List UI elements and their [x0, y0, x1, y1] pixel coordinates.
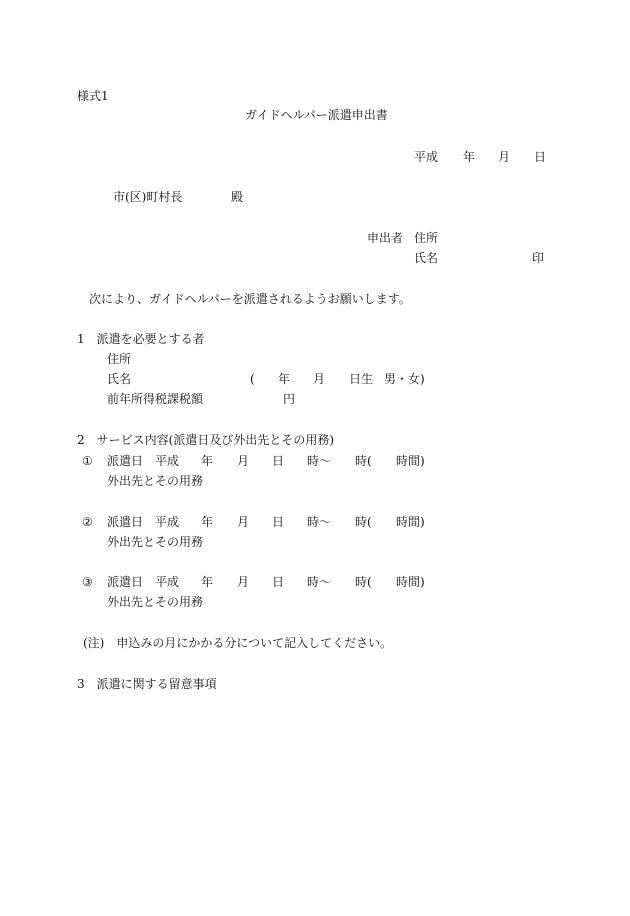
form-number: 様式1	[77, 89, 109, 103]
entry-day-label: 日	[272, 575, 285, 589]
entry-year-label: 年	[201, 454, 214, 468]
entry-marker: ③	[82, 575, 93, 589]
tax-label: 前年所得税課税額	[107, 392, 204, 406]
entry-hours-label: 時間)	[396, 454, 425, 468]
date-era: 平成	[414, 150, 439, 164]
gender-options: 男・女)	[384, 372, 425, 386]
date-month-label: 月	[498, 150, 511, 164]
section2-heading: 2 サービス内容(派遣日及び外出先とその用務)	[77, 433, 334, 447]
birth-year-label: 年	[278, 372, 291, 386]
entry-era: 平成	[155, 575, 180, 589]
applicant-seal: 印	[532, 251, 545, 265]
entry-month-label: 月	[237, 575, 250, 589]
entry-month-label: 月	[237, 515, 250, 529]
applicant-name-label: 氏名	[414, 251, 439, 265]
destination-label: 外出先とその用務	[107, 474, 204, 488]
entry-from-label: 時〜	[307, 515, 332, 529]
applicant-address-label: 住所	[414, 231, 439, 245]
dispatch-date-label: 派遣日	[107, 515, 144, 529]
dispatch-date-label: 派遣日	[107, 454, 144, 468]
entry-year-label: 年	[201, 515, 214, 529]
entry-era: 平成	[155, 454, 180, 468]
form-title: ガイドヘルパー派遣申出書	[245, 108, 388, 122]
section1-heading: 1 派遣を必要とする者	[77, 332, 205, 346]
entry-month-label: 月	[237, 454, 250, 468]
entry-from-label: 時〜	[307, 454, 332, 468]
addressee-honorific: 殿	[231, 190, 244, 204]
intro-text: 次により、ガイドヘルパーを派遣されるようお願いします。	[89, 292, 411, 306]
entry-era: 平成	[155, 515, 180, 529]
entry-hours-label: 時間)	[396, 575, 425, 589]
section1-name-label: 氏名	[107, 372, 132, 386]
note-text: (注) 申込みの月にかかる分について記入してください。	[83, 636, 393, 650]
birth-open-paren: (	[250, 372, 255, 386]
birth-month-label: 月	[313, 372, 326, 386]
entry-day-label: 日	[272, 515, 285, 529]
entry-to-label: 時(	[355, 454, 372, 468]
applicant-label: 申出者	[367, 231, 404, 245]
addressee-name: 市(区)町村長	[113, 190, 183, 204]
entry-day-label: 日	[272, 454, 285, 468]
entry-to-label: 時(	[355, 575, 372, 589]
destination-label: 外出先とその用務	[107, 535, 204, 549]
entry-marker: ①	[82, 454, 93, 468]
entry-to-label: 時(	[355, 515, 372, 529]
date-day-label: 日	[534, 150, 547, 164]
birth-day-label: 日生	[349, 372, 374, 386]
destination-label: 外出先とその用務	[107, 595, 204, 609]
dispatch-date-label: 派遣日	[107, 575, 144, 589]
entry-hours-label: 時間)	[396, 515, 425, 529]
entry-from-label: 時〜	[307, 575, 332, 589]
tax-unit: 円	[283, 392, 296, 406]
date-year-label: 年	[463, 150, 476, 164]
entry-year-label: 年	[201, 575, 214, 589]
entry-marker: ②	[82, 515, 93, 529]
section3-heading: 3 派遣に関する留意事項	[77, 677, 217, 691]
section1-address-label: 住所	[107, 352, 132, 366]
